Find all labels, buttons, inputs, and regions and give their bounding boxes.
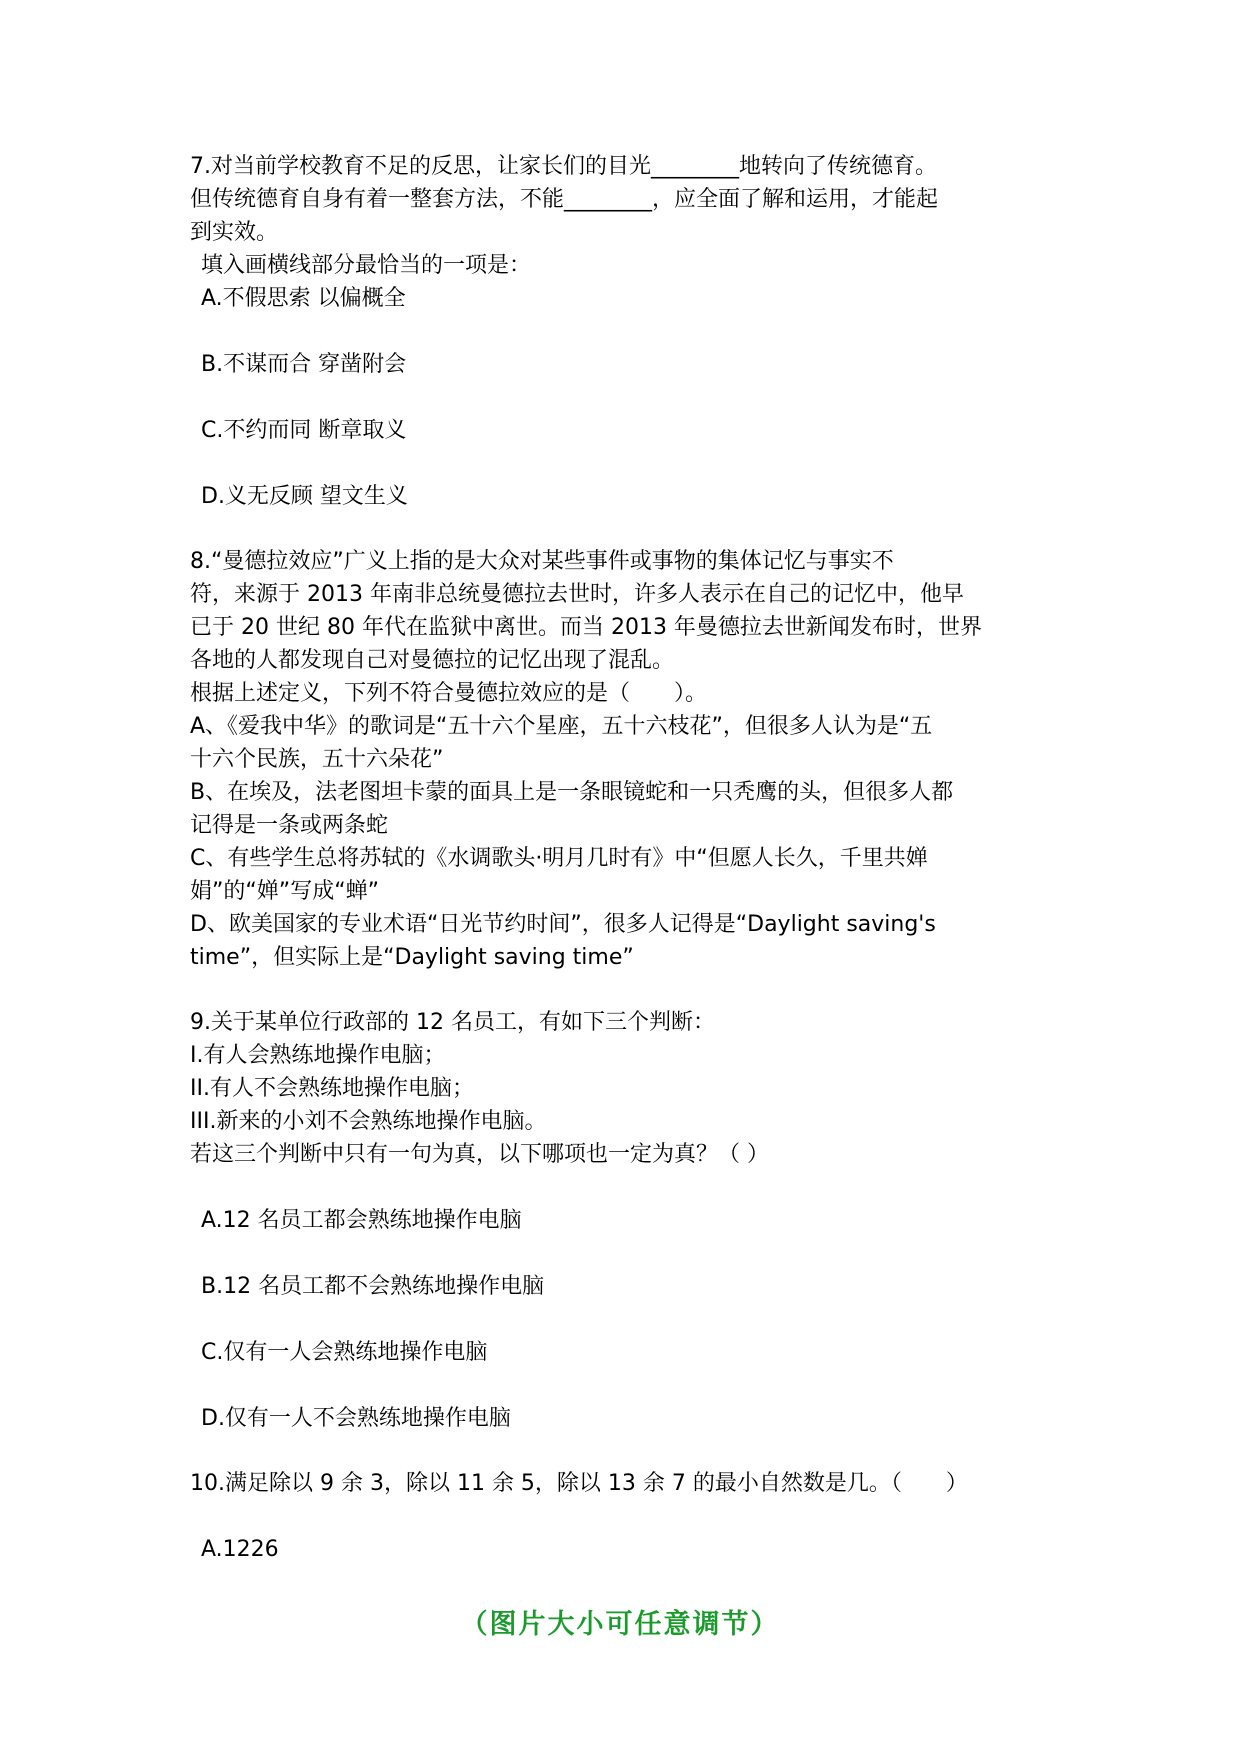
- image-size-note: （图片大小可任意调节）: [460, 1609, 780, 1640]
- question-8-option-d-line-2: time”，但实际上是“Daylight saving time”: [190, 945, 634, 970]
- question-7-option-a: A.不假思索 以偏概全: [201, 286, 406, 311]
- question-9-option-b: B.12 名员工都不会熟练地操作电脑: [201, 1274, 545, 1299]
- question-9-judgment-2: II.有人不会熟练地操作电脑；: [190, 1076, 474, 1101]
- question-7-stem-line-3: 到实效。: [190, 220, 279, 245]
- question-9-option-c: C.仅有一人会熟练地操作电脑: [201, 1340, 488, 1365]
- question-8-option-d-line-1: D、欧美国家的专业术语“日光节约时间”，很多人记得是“Daylight saving's: [190, 912, 936, 937]
- question-7-option-c: C.不约而同 断章取义: [201, 418, 407, 443]
- question-8-stem-line-1: 8.“曼德拉效应”广义上指的是大众对某些事件或事物的集体记忆与事实不: [190, 549, 894, 574]
- question-10-stem: 10.满足除以 9 余 3，除以 11 余 5，除以 13 余 7 的最小自然数是几。（ ）: [190, 1471, 968, 1496]
- question-10: [190, 1467, 1060, 1566]
- question-7-prompt: 填入画横线部分最恰当的一项是：: [201, 253, 532, 278]
- question-8-option-c-line-1: C、有些学生总将苏轼的《水调歌头·明月几时有》中“但愿人长久，千里共婵: [190, 846, 928, 871]
- question-8-option-b-line-1: B、在埃及，法老图坦卡蒙的面具上是一条眼镜蛇和一只秃鹰的头，但很多人都: [190, 780, 954, 805]
- question-8-option-b-line-2: 记得是一条或两条蛇: [190, 813, 389, 838]
- question-7-option-d: D.义无反顾 望文生义: [201, 484, 408, 509]
- question-9-option-d: D.仅有一人不会熟练地操作电脑: [201, 1406, 511, 1431]
- question-8-stem-line-4: 各地的人都发现自己对曼德拉的记忆出现了混乱。: [190, 648, 675, 673]
- question-7: [190, 150, 1060, 513]
- question-8-option-a-line-1: A、《爱我中华》的歌词是“五十六个星座，五十六枝花”，但很多人认为是“五: [190, 714, 933, 739]
- question-content: [190, 150, 1060, 1566]
- question-9: [190, 1006, 1060, 1435]
- question-8-stem-line-2: 符，来源于 2013 年南非总统曼德拉去世时，许多人表示在自己的记忆中，他早: [190, 582, 964, 607]
- question-7-stem-line-2: 但传统德育自身有着一整套方法，不能________，应全面了解和运用，才能起: [190, 187, 939, 212]
- question-8-option-c-line-2: 娟”的“婵”写成“蝉”: [190, 879, 379, 904]
- question-9-option-a: A.12 名员工都会熟练地操作电脑: [201, 1208, 522, 1233]
- question-8: [190, 545, 1060, 974]
- question-10-option-a: A.1226: [201, 1537, 279, 1562]
- question-9-question: 若这三个判断中只有一句为真，以下哪项也一定为真？（ ）: [190, 1142, 769, 1167]
- question-8-question: 根据上述定义，下列不符合曼德拉效应的是（ ）。: [190, 681, 708, 706]
- question-8-stem-line-3: 已于 20 世纪 80 年代在监狱中离世。而当 2013 年曼德拉去世新闻发布时，世界: [190, 615, 982, 640]
- question-9-judgment-3: III.新来的小刘不会熟练地操作电脑。: [190, 1109, 547, 1134]
- question-9-judgment-1: I.有人会熟练地操作电脑；: [190, 1043, 446, 1068]
- question-7-stem-line-1: 7.对当前学校教育不足的反思，让家长们的目光________地转向了传统德育。: [190, 154, 937, 179]
- question-7-option-b: B.不谋而合 穿凿附会: [201, 352, 407, 377]
- question-8-option-a-line-2: 十六个民族，五十六朵花”: [190, 747, 444, 772]
- question-9-stem: 9.关于某单位行政部的 12 名员工，有如下三个判断：: [190, 1010, 715, 1035]
